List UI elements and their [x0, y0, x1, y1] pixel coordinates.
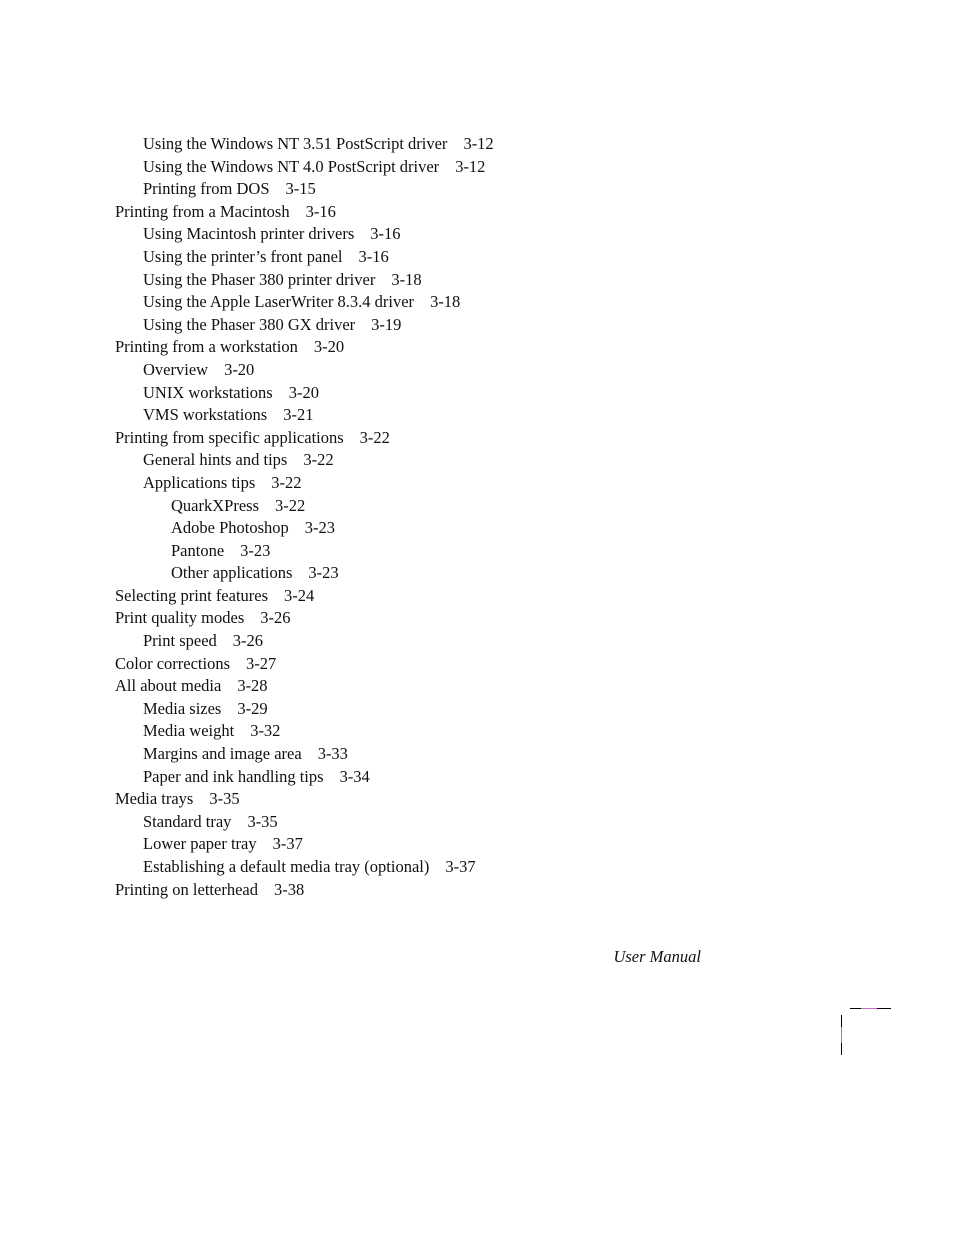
toc-entry — [115, 630, 815, 653]
toc-entry-page: 3-37 — [272, 834, 303, 854]
toc-entry-page: 3-38 — [273, 879, 305, 899]
toc-entry-title: Lower paper tray — [143, 834, 257, 854]
toc-entry-title: Standard tray — [143, 811, 232, 831]
toc-entry-title: UNIX workstations — [143, 382, 273, 402]
toc-entry-title: Printing on letterhead — [115, 879, 258, 899]
toc-entry — [115, 517, 815, 540]
toc-entry — [115, 495, 815, 518]
footer-title: User Manual — [613, 947, 701, 966]
toc-entry — [115, 427, 815, 450]
toc-entry — [115, 540, 815, 563]
toc-entry-title: Print speed — [143, 631, 217, 651]
toc-entry-title: Margins and image area — [143, 744, 302, 764]
toc-entry-title: Printing from DOS — [143, 179, 270, 199]
toc-entry-title: Printing from specific applications — [115, 427, 344, 447]
toc-entry-title: Using the printer’s front panel — [143, 246, 343, 266]
toc-entry — [115, 133, 815, 156]
toc-entry-page: 3-20 — [288, 382, 319, 402]
toc-entry-title: Printing from a Macintosh — [115, 201, 290, 221]
toc-entry — [115, 201, 815, 224]
toc-entry-title: Using the Phaser 380 printer driver — [143, 269, 376, 289]
toc-entry-page: 3-16 — [370, 224, 401, 244]
toc-entry — [115, 562, 815, 585]
toc-entry-page: 3-22 — [359, 427, 390, 447]
toc-entry-page: 3-15 — [285, 179, 316, 199]
toc-entry — [115, 856, 815, 879]
toc-entry-page: 3-22 — [303, 450, 334, 470]
toc-entry-page: 3-20 — [313, 337, 345, 357]
toc-entry-page: 3-35 — [247, 811, 278, 831]
toc-entry — [115, 382, 815, 405]
toc-entry — [115, 833, 815, 856]
toc-entry — [115, 653, 815, 676]
toc-entry-page: 3-12 — [455, 156, 486, 176]
toc-entry-page: 3-16 — [358, 246, 389, 266]
toc-entry — [115, 743, 815, 766]
toc-entry-title: Print quality modes — [115, 608, 245, 628]
toc-entry-title: Selecting print features — [115, 585, 269, 605]
toc-entry-title: Media weight — [143, 721, 235, 741]
toc-entry-title: Pantone — [171, 540, 225, 560]
toc-entry-page: 3-18 — [391, 269, 422, 289]
toc-entry-page: 3-32 — [250, 721, 281, 741]
toc-entry-page: 3-34 — [339, 766, 370, 786]
toc-entry — [115, 246, 815, 269]
toc-entry-page: 3-29 — [237, 698, 268, 718]
toc-entry — [115, 472, 815, 495]
toc-entry — [115, 269, 815, 292]
toc-entry — [115, 404, 815, 427]
toc-entry-title: Applications tips — [143, 472, 256, 492]
toc-entry-page: 3-23 — [308, 563, 339, 583]
toc-entry-page: 3-20 — [224, 359, 255, 379]
table-of-contents — [115, 133, 815, 901]
toc-entry-title: Paper and ink handling tips — [143, 766, 324, 786]
toc-entry-title: All about media — [115, 676, 222, 696]
toc-entry-page: 3-19 — [371, 314, 402, 334]
toc-entry — [115, 223, 815, 246]
toc-entry-page: 3-26 — [260, 608, 291, 628]
corner-mark-vertical-accent — [841, 1027, 842, 1043]
toc-entry-page: 3-23 — [304, 518, 336, 538]
toc-entry-page: 3-24 — [284, 585, 315, 605]
toc-entry — [115, 336, 815, 359]
toc-entry — [115, 291, 815, 314]
toc-entry-title: Printing from a workstation — [115, 337, 298, 357]
toc-entry-title: Using the Windows NT 3.51 PostScript driver — [143, 134, 448, 153]
toc-entry-title: Using the Phaser 380 GX driver — [143, 314, 356, 334]
toc-entry-title: VMS workstations — [143, 405, 268, 425]
toc-entry — [115, 698, 815, 721]
toc-entry-title: Adobe Photoshop — [171, 518, 289, 538]
toc-entry-page: 3-28 — [237, 676, 268, 696]
toc-entry — [115, 585, 815, 608]
toc-entry-title: Overview — [143, 359, 209, 379]
toc-entry-page: 3-21 — [283, 405, 314, 425]
toc-entry-title: Color corrections — [115, 653, 231, 673]
toc-entry — [115, 156, 815, 179]
toc-entry-page: 3-16 — [305, 201, 336, 221]
toc-entry-page: 3-18 — [430, 292, 461, 312]
toc-entry-title: Media sizes — [143, 698, 222, 718]
corner-mark-horizontal-accent — [861, 1008, 877, 1009]
toc-entry-title: Using the Windows NT 4.0 PostScript driver — [143, 156, 440, 176]
toc-entry — [115, 359, 815, 382]
toc-entry-title: General hints and tips — [143, 450, 288, 470]
toc-entry-page: 3-12 — [463, 134, 494, 153]
toc-entry-page: 3-22 — [271, 472, 302, 492]
toc-entry-page: 3-26 — [232, 631, 264, 651]
toc-entry — [115, 178, 815, 201]
toc-entry — [115, 607, 815, 630]
toc-entry-title: Media trays — [115, 789, 194, 809]
toc-entry — [115, 879, 815, 902]
toc-entry-page: 3-37 — [445, 857, 476, 876]
toc-entry — [115, 314, 815, 337]
toc-entry-page: 3-33 — [317, 744, 348, 764]
toc-entry — [115, 675, 815, 698]
toc-entry — [115, 788, 815, 811]
toc-entry — [115, 449, 815, 472]
toc-entry-page: 3-22 — [275, 495, 306, 515]
toc-entry-page: 3-27 — [246, 653, 277, 673]
toc-entry-title: Using Macintosh printer drivers — [143, 224, 355, 244]
toc-entry-title: Other applications — [171, 563, 293, 583]
toc-entry-title: Using the Apple LaserWriter 8.3.4 driver — [143, 292, 415, 312]
toc-entry-page: 3-35 — [209, 789, 240, 809]
toc-entry — [115, 766, 815, 789]
toc-entry — [115, 720, 815, 743]
toc-entry-title: Establishing a default media tray (optional) — [143, 857, 430, 876]
toc-entry-page: 3-23 — [240, 540, 271, 560]
toc-entry — [115, 811, 815, 834]
toc-entry-title: QuarkXPress — [171, 495, 259, 515]
